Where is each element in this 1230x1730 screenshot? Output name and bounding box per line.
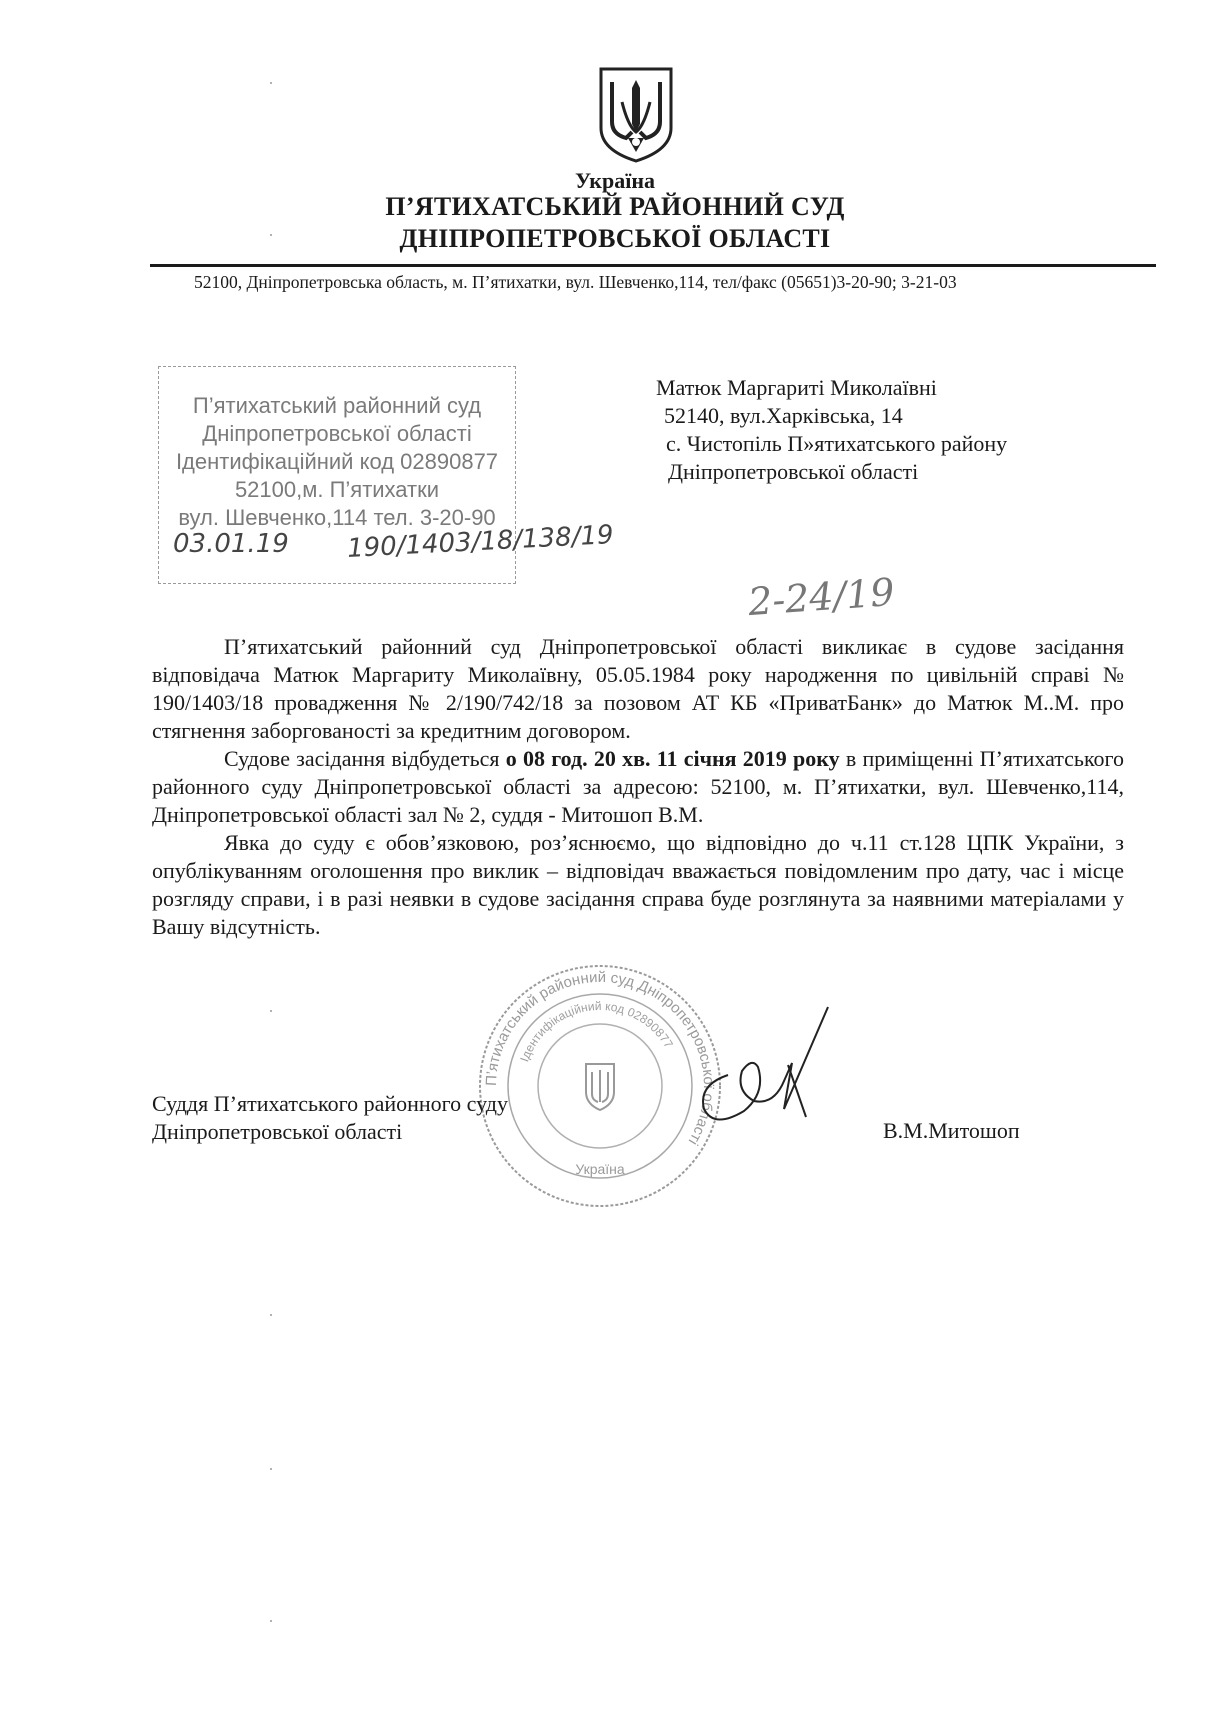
scan-speck: [270, 1010, 272, 1012]
signatory-region: Дніпропетровської області: [152, 1119, 403, 1144]
stamp-line: Ідентифікаційний код 02890877: [175, 449, 499, 474]
court-name: П’ЯТИХАТСЬКИЙ РАЙОННИЙ СУД: [385, 192, 845, 221]
header-divider: [150, 264, 1156, 267]
signatory-title: Суддя П’ятихатського районного суду: [152, 1091, 508, 1116]
signature-block: [152, 1090, 508, 1146]
ukraine-emblem-icon: [598, 66, 674, 164]
registration-stamp: [158, 366, 615, 584]
recipient-name: Матюк Маргариті Миколаївні: [656, 375, 937, 400]
hearing-datetime: о 08 год. 20 хв. 11 січня 2019 року: [505, 746, 840, 771]
judge-signature-icon: [688, 1005, 830, 1140]
scan-speck: [270, 82, 272, 84]
stamp-line: вул. Шевченко,114 тел. 3-20-90: [178, 505, 496, 530]
recipient-street: 52140, вул.Харківська, 14: [664, 403, 903, 428]
scan-speck: [270, 1620, 272, 1622]
scan-speck: [270, 1314, 272, 1316]
stamp-line: П’ятихатський районний суд: [192, 393, 482, 418]
paragraph-attendance: Явка до суду є обов’язковою, роз’яснюємо, що відповідно до ч.11 ст.128 ЦПК України, з опублікуванням оголошення про виклик – відповідач вважається повідомленим про дату, час і місце розгляду справи, і в разі неявки в судове засідання справа буде розглянута за наявними матеріалами у Вашу відсутність.: [152, 830, 1124, 939]
recipient-village: с. Чистопіль П»ятихатського району: [666, 431, 1008, 456]
seal-inner-text: Ідентифікаційний код 02890877: [517, 998, 676, 1064]
recipient-region: Дніпропетровської області: [668, 459, 919, 484]
recipient-address: [656, 374, 1007, 486]
case-number-handwritten: 2-24/19: [746, 569, 896, 625]
court-address: 52100, Дніпропетровська область, м. П’ятихатки, вул. Шевченко,114, тел/факс (05651)3-20-90; 3-21-03: [194, 272, 957, 292]
court-region: ДНІПРОПЕТРОВСЬКОЇ ОБЛАСТІ: [399, 224, 831, 253]
stamp-line: 52100,м. П’ятихатки: [234, 477, 440, 502]
scan-speck: [270, 234, 272, 236]
stamp-number: 190/1403/18/138/19: [346, 520, 615, 564]
stamp-date: 03.01.19: [173, 529, 289, 559]
paragraph-summons: П’ятихатський районний суд Дніпропетровської області викликає в судове засідання відповідача Матюк Маргариту Миколаївну, 05.05.1984 року народження по цивільній справі № 190/1403/18 провадження № 2/190/742/18 за позовом АТ КБ «ПриватБанк» до Матюк М..М. про стягнення заборгованості за кредитним договором.: [152, 634, 1124, 743]
stamp-line: Дніпропетровської області: [202, 421, 472, 446]
country-name: Україна: [574, 168, 656, 193]
seal-outer-text: П’ятихатський районний суд Дніпропетровської області: [482, 968, 718, 1149]
judge-name: В.М.Митошоп: [883, 1118, 1020, 1143]
paragraph-hearing: Судове засідання відбудеться о 08 год. 20 хв. 11 січня 2019 року в приміщенні П’ятихатського районного суду Дніпропетровської області за адресою: 52100, м. П’ятихатки, вул. Шевченко,114, Дніпропетровської області зал № 2, суддя - Митошоп В.М.: [152, 746, 1124, 827]
scan-speck: [270, 1468, 272, 1470]
seal-bottom-text: Україна: [575, 1161, 625, 1177]
letter-body: [152, 633, 1124, 941]
